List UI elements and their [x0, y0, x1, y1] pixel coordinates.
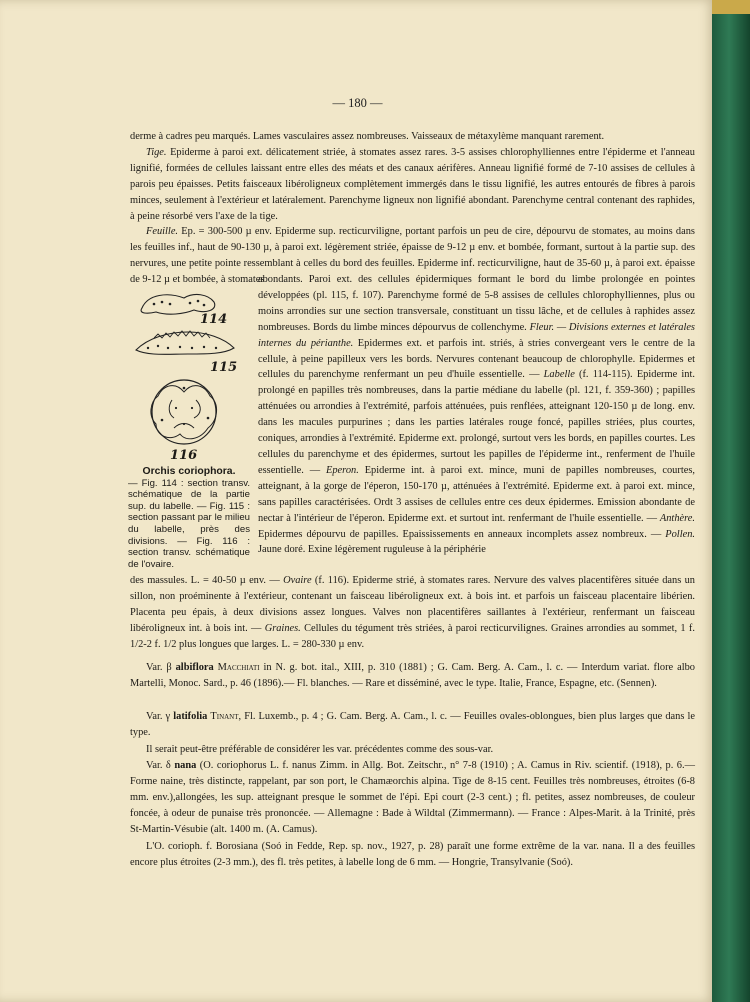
figure-label-114: 114 — [200, 312, 228, 327]
pollen-text-end: des massules. L. = 40-50 µ env. — — [130, 575, 280, 586]
variety-name: nana — [174, 760, 197, 771]
figure-caption-text: — Fig. 114 : section transv. schématique de la partie sup. du labelle. — Fig. 115 : section passant par le milieu du labelle, près des divisions. — Fig. 116 : section transv. schématique de l'ovaire. — [128, 477, 250, 570]
section-label-anthere: Anthère. — [659, 512, 695, 524]
paragraph-root-end: derme à cadres peu marqués. Lames vasculaires assez nombreuses. Vaisseaux de métaxylème manquant rarement. — [130, 131, 605, 142]
variety-prefix: Var. β — [146, 662, 172, 673]
feuille-text-cont: abondants. Paroi ext. des cellules épidermiques formant le bord du limbe prolongée en pointes développées (pl. 115, f. 107). Parenchyme formé de 5-8 assises de cellules chlorophylliennes, plus ou moins arrondies sur une section transversale, constituant un tissu lâche, et de cellules à raphides assez nombreuses. Bords du limbe minces dépourvus de collenchyme. — [258, 274, 695, 333]
variety-latifolia — [130, 709, 695, 741]
variety-name: albiflora — [175, 662, 214, 673]
variety-nana — [130, 758, 695, 838]
variety-text: , Fl. Luxemb., p. 4 ; G. Cam. Berg. A. Cam., l. c. — Feuilles ovales-oblongues, bien plus larges que dans le type. — [130, 711, 695, 738]
anthere-text: Epidermes dépourvu de papilles. Epaississements en anneaux incomplets assez nombreux. — — [258, 528, 662, 540]
variety-prefix: Var. γ — [146, 711, 171, 722]
paragraph-tige — [130, 145, 695, 225]
section-label-tige: Tige. — [146, 147, 167, 158]
graines-text: Cellules du tégument très striées, à paroi recticurvilignes. Graines arrondies au sommet, 1 f. 1/2-2 f. 1/2 plus longues que larges. L. = 280-330 µ env. — [130, 622, 695, 650]
figure-caption — [128, 466, 250, 570]
paragraph-feuille-fleur — [258, 272, 695, 558]
figure-caption-title: Orchis coriophora. — [142, 466, 236, 477]
variety-prefix: Var. δ — [146, 760, 171, 771]
variety-author: Macchiati — [217, 662, 260, 673]
note-sous-var: Il serait peut-être préférable de considérer les var. précédentes comme des sous-var. — [146, 744, 494, 755]
figure-orchis-sections — [128, 288, 250, 468]
paragraph-ovaire — [130, 573, 695, 653]
eperon-text: Epiderme int. à paroi ext. mince, muni de papilles nombreuses, courtes, atteignant, à la gorge de l'éperon, 150-170 µ, atténuées à l'extrémité. Epiderme ext. à paroi ext. mince, sans papilles caractérisées. Ordt 3 assises de cellules entre ces deux épidermes. Emission abondante de nectar à l'intérieur de l'éperon. Epiderme ext. et surtout int. renfermant de l'huile essentielle. — — [258, 464, 695, 524]
section-label-ovaire: Ovaire — [283, 575, 312, 586]
section-label-feuille: Feuille. — [146, 226, 179, 237]
section-label-graines: Graines. — [264, 622, 301, 634]
variety-text: in N. g. bot. ital., XIII, p. 310 (1881) ; G. Cam. Berg. A. Cam., l. c. — Interdum variat. flore albo Martelli, Monoc. Sard., p. 46 (1896).— Fl. blanches. — Rare et disséminé, avec le type. Italie, France, Espagne, etc. (Sennen). — [130, 662, 695, 689]
section-label-fleur: Fleur. — Divisions externes et latérales internes du périanthe. — [258, 321, 695, 349]
fleur-text: Epidermes ext. et parfois int. striés, à stries convergeant vers le centre de la cellule, à peine papilleux vers les bords. Nervures contenant beaucoup de chlorophylle. Epidermes et cellules du parenchyme renfermant un peu d'huile essentielle. — — [258, 337, 695, 381]
feuille-text: Ep. = 300-500 µ env. Epiderme sup. recticurviligne, portant parfois un peu de cire, dépourvu de stomates, au moins dans les feuilles inf., haut de 90-130 µ, à paroi ext. légèrement striée, épaisse de 9-12 µ env. et bombée, formant, surtout à la partie sup. des nervures, une petite pointe ressemblant à celles du bord des feuilles. Epiderme inf. recticurviligne, haut de 35-60 µ, à paroi ext. épaisse de 9-12 µ et bombée, à stomates — [130, 226, 695, 285]
section-label-labelle: Labelle — [543, 369, 575, 381]
figure-drawing — [128, 288, 250, 466]
book-spine-gilt — [712, 0, 750, 14]
variety-albiflora — [130, 660, 695, 692]
form-borosiana: L'O. corioph. f. Borosiana (Soó in Fedde, Rep. sp. nov., 1927, p. 28) paraît une forme extrême de la var. nana. Il a des feuilles encore plus étroites (2-3 mm.), des fl. très petites, à labelle long de 6 mm. — Hongrie, Transylvanie (Soó). — [130, 841, 695, 868]
variety-name: latifolia — [173, 711, 208, 722]
figure-label-116: 116 — [170, 448, 198, 463]
variety-author: Tinant — [210, 711, 239, 722]
ovaire-text: (f. 116). Epiderme strié, à stomates rares. Nervure des valves placentifères située dans un sillon, non proéminente à l'extérieur, contenant un faisceau libéroligneux ext. à bois int. et parfois un faisceau placentaire libérien. Placenta peu épais, à deux divisions assez longues. Valves non placentifères saillantes à l'extérieur, renfermant un faisceau libéroligneux int. à bois int. — — [130, 575, 695, 634]
variety-text: (O. coriophorus L. f. nanus Zimm. in Allg. Bot. Zeitschr., n° 7-8 (1910) ; A. Camus in Riv. scientif. (1918), p. 6.— Forme naine, très distincte, rappelant, par son port, le Chamæorchis alpina. Tige de 8-15 cent. Feuilles très nombreuses, étroites (6-8 mm. env.),allongées, les sup. atteignant presque le sommet de l'épi. Epi court (2-3 cent.) ; fl. petites, assez nombreuses, de couleur foncée, à odeur de punaise très prononcée. — Allemagne : Bade à Wildtal (Zimmermann). — France : Alpes-Marit. à la Trinité, près St-Martin-Vésubie (alt. 1400 m. (A. Camus). — [130, 760, 695, 835]
section-label-eperon: Eperon. — [326, 464, 359, 476]
book-spine — [712, 0, 750, 1002]
pollen-text: Jaune doré. Exine légèrement ruguleuse à la périphérie — [258, 544, 486, 556]
figure-label-115: 115 — [210, 360, 238, 375]
tige-text: Epiderme à paroi ext. délicatement striée, à stomates assez rares. 3-5 assises chlorophylliennes entre l'épiderme et l'anneau lignifié, formées de cellules laissant entre elles des méats et des canaux aérifères. Anneau lignifié formé de 7-10 assises de cellules à parois peu épaisses. Petits faisceaux libéroligneux complètement immergés dans le tissu lignifié, les autres entourés de fibres à parois minces, seulement à l'extérieur et latéralement. Parenchyme ligneux non lignifié abondant. Parenchyme central contenant des raphides, à peine résorbé vers l'axe de la tige. — [130, 147, 695, 222]
section-label-pollen: Pollen. — [665, 528, 695, 540]
labelle-text: (f. 114-115). Epiderme int. prolongé en papilles très nombreuses, dans la partie médiane du labelle (pl. 121, f. 359-360) ; papilles atténuées ou arrondies à l'extrémité, parfois atténuées, puis renflées, atteignant 120-150 µ de long. env. dans les macules purpurines ; dans les parties latérales rouge foncé, papilles striées, plus courtes, coniques, arrondies à l'extrémité. Epiderme ext. prolongé, surtout vers les bords, en papilles courtes. Les cellules du parenchyme et des épidermes, surtout les papilles de l'épiderme int., renferment de l'huile essentielle. — — [258, 369, 695, 476]
page-number: — 180 — — [332, 96, 383, 110]
